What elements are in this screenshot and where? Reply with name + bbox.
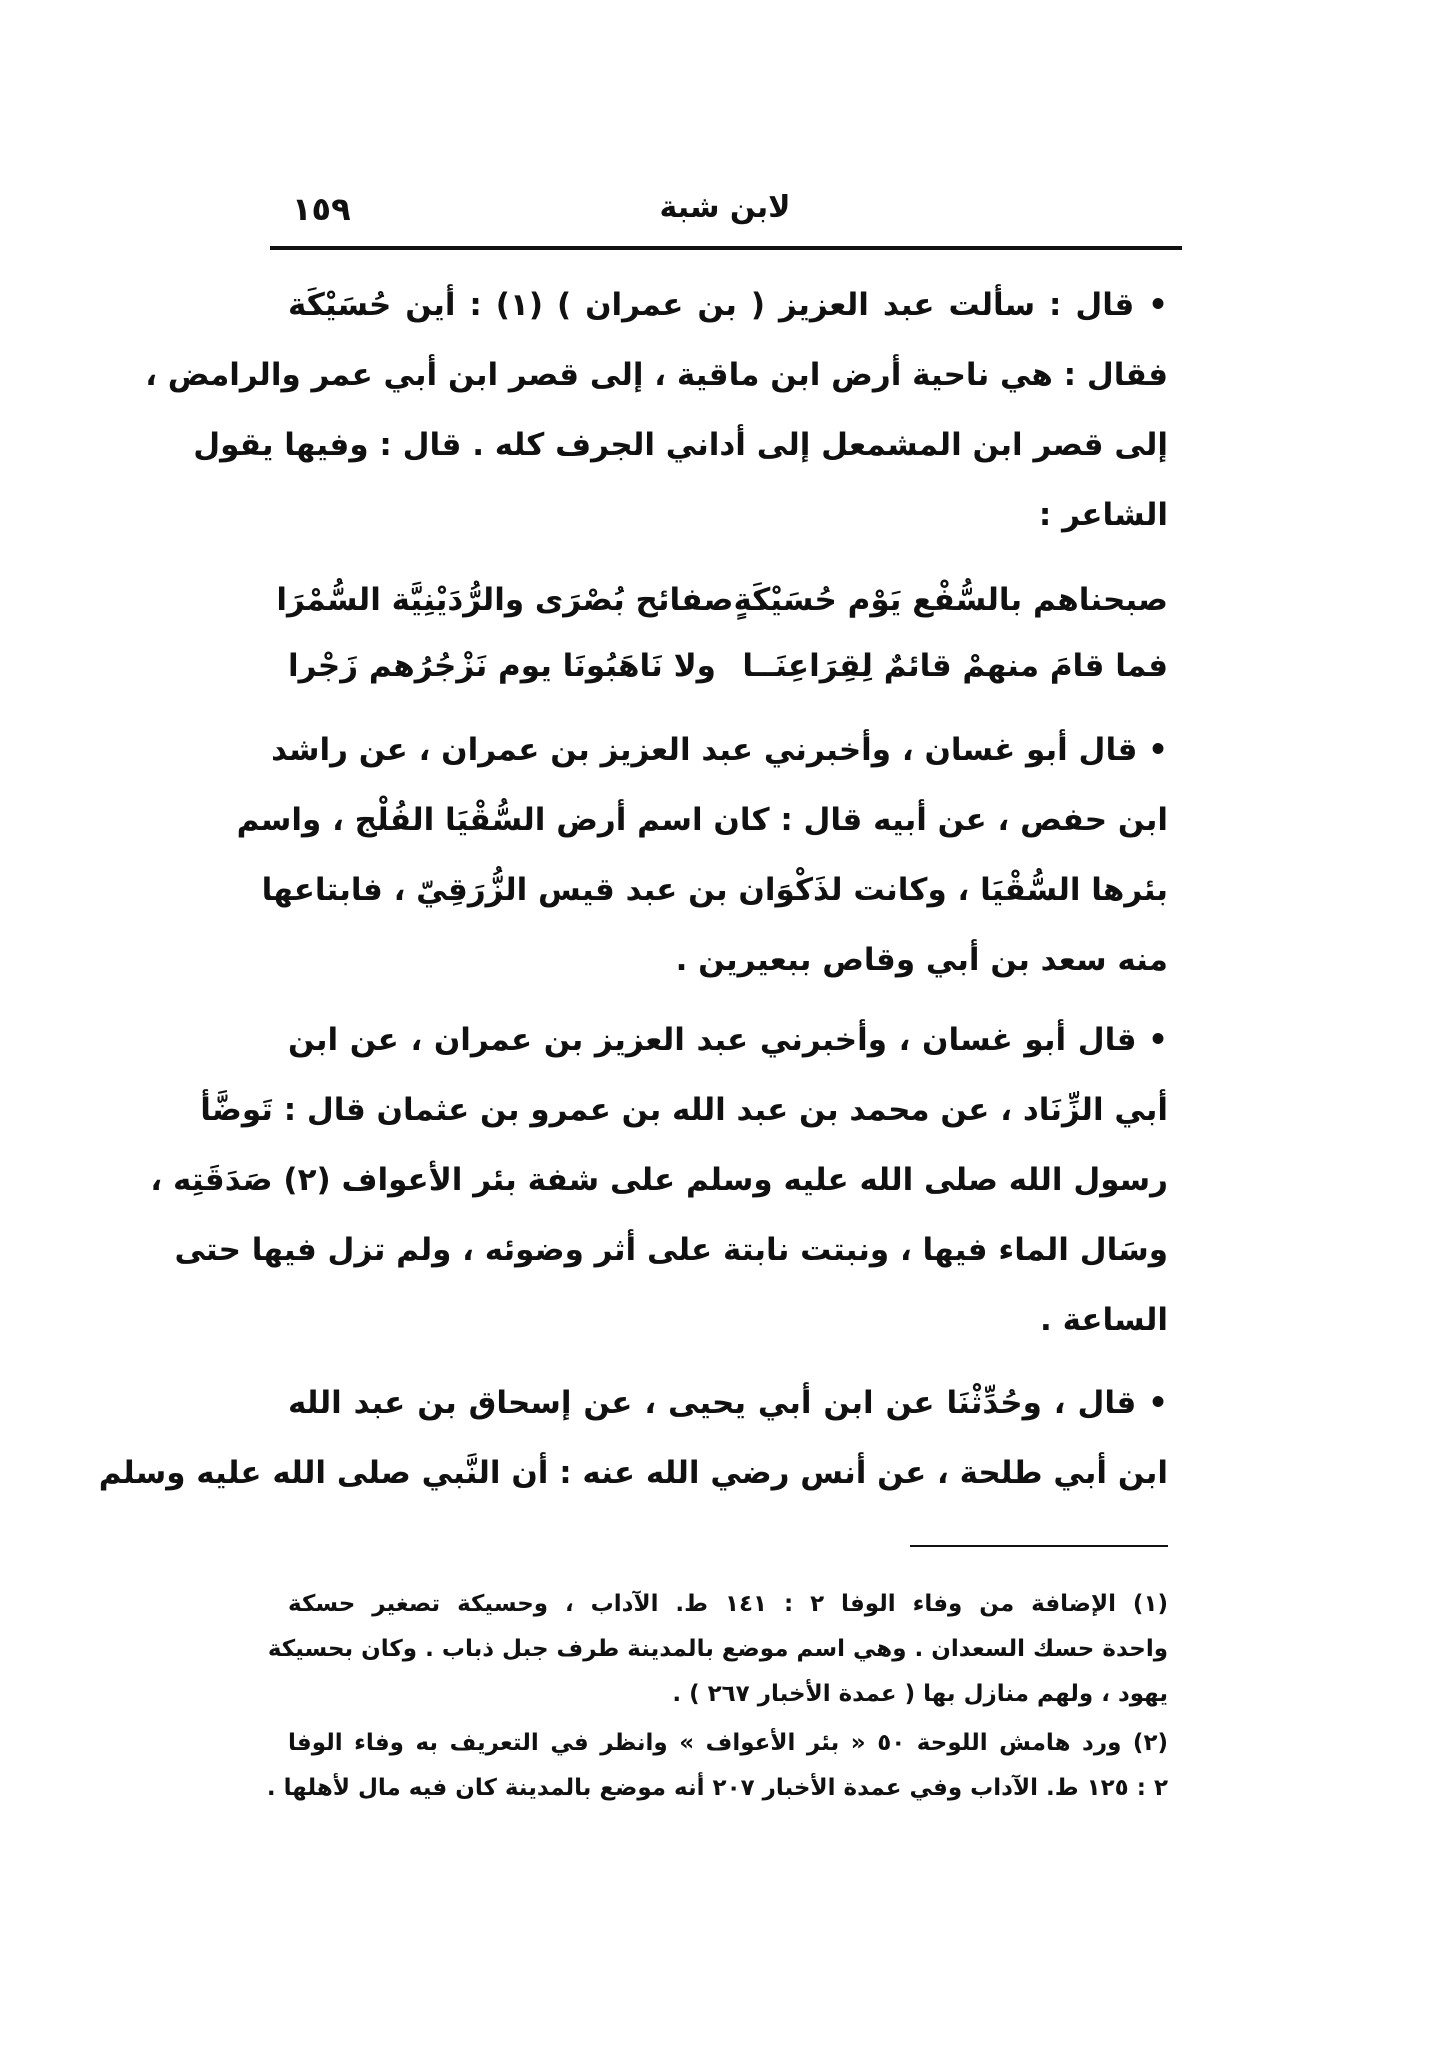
hemistich-second: ولا نَاهَبُونَا يوم نَزْجُرُهم زَجْرا: [288, 648, 716, 684]
footnote-line: واحدة حسك السعدان . وهي اسم موضع بالمدينة طرف جبل ذباب . وكان بحسيكة: [267, 1636, 1168, 1662]
text-line: بئرها السُّقْيَا ، وكانت لذَكْوَان بن عبد قيس الزُّرَقِيّ ، فابتاعها: [261, 872, 1168, 908]
paragraph-4: [98, 1368, 1168, 1508]
text-line: الساعة .: [1040, 1302, 1168, 1338]
footnote-1: [267, 1582, 1168, 1717]
page-number: ١٥٩: [292, 190, 351, 228]
text-line: فقال : هي ناحية أرض ابن ماقية ، إلى قصر ابن أبي عمر والرامض ،: [145, 357, 1168, 393]
text-line: الشاعر :: [1038, 497, 1168, 533]
text-line: • قال : سألت عبد العزيز ( بن عمران ) (١) : أين حُسَيْكَة: [288, 287, 1168, 323]
footnote-line: ٢ : ١٢٥ ط. الآداب وفي عمدة الأخبار ٢٠٧ أنه موضع بالمدينة كان فيه مال لأهلها .: [266, 1775, 1168, 1801]
footnote-2: [266, 1721, 1169, 1811]
footnote-line: (٢) ورد هامش اللوحة ٥٠ « بئر الأعواف » وانظر في التعريف به وفاء الوفا: [288, 1730, 1169, 1756]
footnote-line: يهود ، ولهم منازل بها ( عمدة الأخبار ٢٦٧ ) .: [672, 1681, 1168, 1707]
verse: [276, 567, 1168, 633]
text-line: منه سعد بن أبي وقاص ببعيرين .: [675, 942, 1168, 978]
hemistich-second: صفائح بُصْرَى والرُّدَيْنِيَّة السُّمْرَا: [276, 582, 734, 618]
paragraph-3: [150, 1005, 1168, 1355]
hemistich-first: صبحناهم بالسُّفْع يَوْم حُسَيْكَةٍ: [733, 582, 1168, 618]
text-line: رسول الله صلى الله عليه وسلم على شفة بئر الأعواف (٢) صَدَقَتِه ،: [150, 1162, 1168, 1198]
text-line: • قال ، وحُدِّثْنَا عن ابن أبي يحيى ، عن إسحاق بن عبد الله: [288, 1385, 1168, 1421]
hemistich-first: فما قامَ منهمْ قائمٌ لِقِرَاعِنَــا: [742, 648, 1168, 684]
text-line: ابن أبي طلحة ، عن أنس رضي الله عنه : أن النَّبي صلى الله عليه وسلم: [98, 1455, 1168, 1491]
text-line: إلى قصر ابن المشمعل إلى أداني الجرف كله . قال : وفيها يقول: [193, 427, 1168, 463]
footnote-rule: [910, 1545, 1168, 1547]
footnote-line: (١) الإضافة من وفاء الوفا ٢ : ١٤١ ط. الآداب ، وحسيكة تصغير حسكة: [288, 1591, 1168, 1617]
paragraph-2: [236, 715, 1168, 995]
text-line: أبي الزِّنَاد ، عن محمد بن عبد الله بن عمرو بن عثمان قال : تَوضَّأ: [200, 1092, 1168, 1128]
footnotes: [266, 1582, 1169, 1811]
page-header: [280, 190, 1170, 240]
poem: [276, 567, 1168, 699]
running-title: لابن شبة: [659, 190, 791, 225]
header-rule: [270, 246, 1182, 250]
paragraph-1: [145, 270, 1168, 550]
text-line: • قال أبو غسان ، وأخبرني عبد العزيز بن عمران ، عن ابن: [288, 1022, 1168, 1058]
text-line: • قال أبو غسان ، وأخبرني عبد العزيز بن عمران ، عن راشد: [271, 732, 1168, 768]
text-line: وسَال الماء فيها ، ونبتت نابتة على أثر وضوئه ، ولم تزل فيها حتى: [174, 1232, 1168, 1268]
verse: [288, 633, 1168, 699]
text-line: ابن حفص ، عن أبيه قال : كان اسم أرض السُّقْيَا الفُلْج ، واسم: [236, 802, 1168, 838]
